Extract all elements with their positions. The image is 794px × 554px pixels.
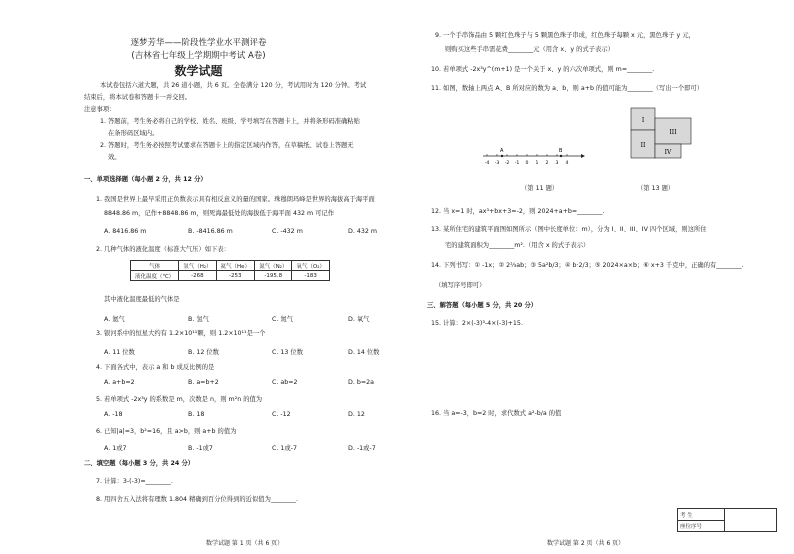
question-9-cont: 则购买这些手串需花费________元（用含 x、y 的式子表示） xyxy=(445,46,614,53)
intro-line: 本试卷包括六道大题，共 26 道小题，共 6 页。全卷满分 120 分，考试用时为 120 分钟。考试 xyxy=(100,82,367,89)
page-footer: 数学试题 第 1 页（共 6 页） xyxy=(206,540,284,547)
note-line: 2. 答题时，考生务必按照考试要求在答题卡上的指定区域内作答，在草稿纸、试卷上答题无 xyxy=(100,142,354,149)
choice: A. a+b=2 xyxy=(104,379,135,386)
choice: A. 8416.86 m xyxy=(104,228,147,235)
floor-plan-figure xyxy=(627,104,707,164)
choice: B. 氢气 xyxy=(188,316,209,323)
seat-label: 座位序号 xyxy=(680,524,703,530)
choice: D. -1或-7 xyxy=(348,445,376,452)
table-header: 氦气（He） xyxy=(216,261,255,271)
choice: A. 11 位数 xyxy=(104,349,135,356)
tick-label: -1 xyxy=(514,161,520,166)
question-16: 16. 当 a=-3，b=2 时，求代数式 a²-b/a 的值 xyxy=(431,410,562,417)
point-b xyxy=(560,155,562,157)
choice: A. -18 xyxy=(104,411,123,418)
note-line: 效。 xyxy=(108,154,121,161)
tick-label: -4 xyxy=(484,161,490,166)
table-header: 氧气（O₂） xyxy=(292,261,330,271)
question-1-cont: 8848.86 m，记作+8848.86 m，则死海最低处的海拔低于海平面 432 m 可记作 xyxy=(104,210,335,217)
question-10: 10. 若单项式 -2x³y^(m+1) 是一个关于 x、y 的六次单项式，则 m=________. xyxy=(431,66,655,73)
table-header: 氢气（H₂） xyxy=(179,261,216,271)
question-14-note: （填写序号即可） xyxy=(435,282,486,289)
question-13-cont: 宅的建筑面积为________m².（用含 x 的式子表示） xyxy=(445,242,590,249)
choice: D. b=2a xyxy=(348,379,374,386)
note-line: 在条形码区域内。 xyxy=(108,130,159,137)
tick-label: 2 xyxy=(545,161,549,166)
table-cell: -183 xyxy=(292,271,330,281)
figure-13-caption: （第 13 题） xyxy=(637,185,675,192)
region-label: III xyxy=(669,129,677,136)
question-8: 8. 用四舍五入法将有理数 1.804 精确到百分位得到的近似值为________. xyxy=(96,496,299,503)
choice: C. 氮气 xyxy=(272,316,293,323)
question-14: 14. 下列书写：① -1x；② 2⅔ab；③ 5a²b/3；④ b·2/3；⑤ 2024×a×b；⑥ x+3 千克中，正确的有________. xyxy=(431,262,744,269)
question-15: 15. 计算：2×(-3)³-4×(-3)+15. xyxy=(431,320,523,327)
table-header: 氮气（N₂） xyxy=(255,261,292,271)
question-12: 12. 当 x=1 时，ax³+bx+3=-2，则 2024+a+b=________. xyxy=(431,208,605,215)
gas-table xyxy=(130,260,330,281)
question-9: 9. 一个手串饰品由 5 颗红色珠子与 5 颗黑色珠子串成，红色珠子每颗 x 元，黑色珠子 y 元， xyxy=(435,32,695,39)
section-heading: 一、单项选择题（每小题 2 分，共 12 分） xyxy=(84,176,207,183)
question-7: 7. 计算：3-(-3)=________. xyxy=(96,478,173,485)
choice: D. 14 位数 xyxy=(348,349,380,356)
table-cell: -253 xyxy=(216,271,255,281)
page-footer: 数学试题 第 2 页（共 6 页） xyxy=(547,540,625,547)
choice: C. 1或-7 xyxy=(272,445,297,452)
choice: C. -432 m xyxy=(272,228,303,235)
choice: D. 432 m xyxy=(348,228,378,235)
divider xyxy=(724,509,725,531)
tick-label: -2 xyxy=(504,161,510,166)
choice: B. -1或7 xyxy=(188,445,213,452)
header-title-2: (吉林省七年级上学期期中考试 A卷) xyxy=(131,51,266,61)
figure-11-caption: （第 11 题） xyxy=(521,185,559,192)
intro-line: 结束后，将本试卷和答题卡一并交回。 xyxy=(84,94,192,101)
question-1: 1. 我国是世界上最早采用正负数表示具有相反意义的量的国家。珠穆朗玛峰是世界的海拔高于海平面 xyxy=(96,196,375,203)
tick-label: -3 xyxy=(494,161,500,166)
question-2-tail: 其中液化温度最低的气体是 xyxy=(104,296,180,303)
question-5: 5. 若单项式 -2x³y 的系数是 m，次数是 n，则 m²n 的值为 xyxy=(96,396,263,403)
region-label: IV xyxy=(664,149,672,156)
tick-label: 4 xyxy=(565,161,569,166)
question-3: 3. 银河系中的恒星大约有 1.2×10¹¹颗，则 1.2×10¹¹是一个 xyxy=(96,330,266,337)
seat-number-box xyxy=(677,508,777,532)
choice: D. 12 xyxy=(348,411,365,418)
tick-label: 3 xyxy=(555,161,559,166)
header-title-1: 逐梦芳华——阶段性学业水平测评卷 xyxy=(130,38,267,48)
table-row-label: 液化温度（℃） xyxy=(131,271,179,281)
table-cell: -195.8 xyxy=(255,271,292,281)
question-2: 2. 几种气体的液化温度（标准大气压）如下表： xyxy=(96,246,230,253)
question-11: 11. 如图，数轴上两点 A、B 所对应的数为 a、b，则 a+b 的值可能为________（写出一个即可） xyxy=(431,85,704,92)
table-header: 气体 xyxy=(131,261,179,271)
point-a xyxy=(501,155,503,157)
choice: D. 氧气 xyxy=(348,316,370,323)
choice: B. a=b+2 xyxy=(188,379,219,386)
question-6: 6. 已知|a|=3，b²=16，且 a>b，则 a+b 的值为 xyxy=(96,428,237,435)
page-2 xyxy=(397,0,794,554)
region-label: II xyxy=(640,142,646,149)
choice: B. -8416.86 m xyxy=(188,228,233,235)
choice: B. 18 xyxy=(188,411,205,418)
seat-label: 考 生 xyxy=(680,513,693,519)
notes-title: 注意事项： xyxy=(84,106,116,113)
choice: A. 氦气 xyxy=(104,316,125,323)
question-13: 13. 某所住宅的建筑平面图如图所示（图中长度单位：m），分为 I、II、III、IV 四个区域，则这所住 xyxy=(431,226,707,233)
choice: B. 12 位数 xyxy=(188,349,219,356)
question-4: 4. 下面各式中，表示 a 和 b 成反比例的是 xyxy=(96,364,215,371)
tick-label: 1 xyxy=(535,161,539,166)
choice: A. 1或7 xyxy=(104,445,127,452)
point-b-label: B xyxy=(559,148,563,154)
choice: C. ab=2 xyxy=(272,379,298,386)
choice: C. -12 xyxy=(272,411,291,418)
page-title: 数学试题 xyxy=(174,64,223,78)
section-heading: 三、解答题（每小题 5 分，共 20 分） xyxy=(427,302,538,309)
number-line-figure xyxy=(477,140,587,190)
section-heading: 二、填空题（每小题 3 分，共 24 分） xyxy=(84,460,195,467)
table-cell: -268 xyxy=(179,271,216,281)
note-line: 1. 答题前，考生务必将自己的学校、姓名、班级、学号填写在答题卡上，并将条形码准确粘贴 xyxy=(100,118,360,125)
region-label: I xyxy=(641,117,645,124)
point-a-label: A xyxy=(500,148,504,154)
tick-label: 0 xyxy=(525,161,529,166)
choice: C. 13 位数 xyxy=(272,349,304,356)
divider xyxy=(678,520,724,521)
